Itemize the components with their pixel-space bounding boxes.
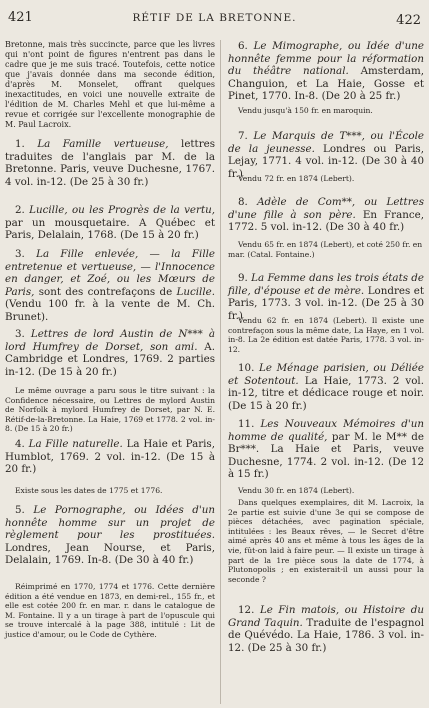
entry-number: 9. xyxy=(238,272,248,284)
entry-title: Lettres de lord Austin de N*** à lord Humfrey de Dorset, son ami. xyxy=(5,328,215,353)
running-title: RÉTIF DE LA BRETONNE. xyxy=(132,12,297,24)
entry-8 xyxy=(228,196,424,240)
entry-title: La Famille vertueuse, xyxy=(37,138,169,150)
entry-title: La Femme dans les trois états de fille, d'épouse et de mère. xyxy=(228,272,424,297)
entry-9-note: Vendu 62 fr. en 1874 (Lebert). Il existe une contrefaçon sous la même date, La Haye, en 1 vol. in-8. La 2e édition est datée Paris, 1778. 3 vol. in-12. xyxy=(228,316,424,354)
intro-paragraph: Bretonne, mais très succincte, parce que les livres qui n'ont point de figures n'entrent pas dans le cadre que je me suis tracé. Toutefois, cette notice que j'avais donnée dans ma seconde édition, d'après M. Monselet, offrant quelques inexactitudes, en voici une nouvelle extraite de l'édition de M. Charles Mehl et que lui-même a revue et corrigée sur l'excellente monographie de M. Paul Lacroix. xyxy=(5,40,215,129)
entry-details: lettres traduites de l'anglais par M. de la Bretonne. Paris, veuve Duchesne, 1767. 4 vol. in-12. (De 25 à 30 fr.) xyxy=(5,138,215,188)
entry-title: La Fille naturelle. xyxy=(28,438,123,450)
entry-1 xyxy=(5,138,215,204)
entry-details: Amsterdam, Changuion, et La Haie, Gosse et Pinet, 1770. In-8. (De 20 à 25 fr.) xyxy=(228,65,424,103)
entry-title: Adèle de Com**, ou Lettres d'une fille à son père. xyxy=(228,196,424,221)
page-number-right: 422 xyxy=(396,13,421,28)
entry-6-note: Réimprimé en 1770, 1774 et 1776. Cette dernière édition a été vendue en 1873, en demi-rel., 155 fr., et elle est cotée 200 fr. en mar. r. dans le catalogue de M. Fontaine. Il y a un tirage à part de l'opuscule qui se trouve intercalé à la page 388, intitulé : Lit de justice d'amour, ou le Code de Cythère. xyxy=(5,582,215,639)
entry-12 xyxy=(228,604,424,654)
entry-5-note: Existe sous les dates de 1775 et 1776. xyxy=(15,486,163,495)
entry-3 xyxy=(5,248,215,328)
page-header xyxy=(0,0,429,34)
entry-6-price: Vendu jusqu'à 150 fr. en maroquin. xyxy=(238,106,373,115)
entry-title: Le Fin matois, ou Histoire du Grand Taquin. xyxy=(228,604,424,629)
entry-details: Londres, Jean Nourse, et Paris, Delalain, 1769. In-8. (De 30 à 40 fr.) xyxy=(5,541,215,567)
entry-title: Les Nouveaux Mémoires d'un homme de qualité, xyxy=(228,418,424,443)
entry-details: par M. le M** de Br***. La Haie et Paris, veuve Duchesne, 1774. 2 vol. in-12. (De 12 à 15 fr.) xyxy=(228,430,424,481)
entry-details: sont des contrefaçons de xyxy=(38,285,173,298)
entry-number: 11. xyxy=(238,418,255,430)
entry-details: Londres ou Paris, Lejay, 1771. 4 vol. in-12. (De 30 à 40 fr.) xyxy=(228,142,424,180)
entry-details: En France, 1772. 5 vol. in-12. (De 30 à 40 fr.) xyxy=(228,208,424,234)
entry-title: Le Marquis de T***, ou l'École de la jeunesse. xyxy=(228,130,424,155)
entry-5 xyxy=(5,438,215,486)
entry-6-mimographe xyxy=(228,40,424,106)
entry-number: 3. xyxy=(15,248,25,260)
entry-title: Le Ménage parisien, ou Déliée et Sotentout. xyxy=(228,362,424,387)
entry-title: La Fille enlevée, — la Fille entretenue et vertueuse, — l'Innocence en danger, et Zoé, ou les Mœurs de Paris, xyxy=(5,248,215,298)
entry-number: 1. xyxy=(15,138,25,150)
entry-number: 2. xyxy=(15,204,25,216)
entry-details: par un mousquetaire. A Québec et Paris, Delalain, 1768. (De 15 à 20 fr.) xyxy=(5,216,215,242)
entry-number: 7. xyxy=(238,130,248,142)
entry-2 xyxy=(5,204,215,248)
entry-number: 4. xyxy=(15,438,25,450)
entry-details: Traduite de l'espagnol de Quévédo. La Haie, 1786. 3 vol. in-12. (De 25 à 30 fr.) xyxy=(228,616,424,654)
entry-number: 6. xyxy=(238,40,248,52)
entry-details: A. Cambridge et Londres, 1769. 2 parties in-12. (De 15 à 20 fr.) xyxy=(5,340,216,378)
entry-details: La Haie et Paris, Humblot, 1769. 2 vol. in-12. (De 15 à 20 fr.) xyxy=(5,438,215,476)
entry-4 xyxy=(5,328,215,386)
entry-9 xyxy=(228,272,424,322)
entry-number: 10. xyxy=(238,362,255,374)
entry-8-price: Vendu 65 fr. en 1874 (Lebert), et coté 250 fr. en mar. (Catal. Fontaine.) xyxy=(228,240,423,259)
entry-details: La Haie, 1773. 2 vol. in-12, titre et dédicace rouge et noir. (De 15 à 20 fr.) xyxy=(228,374,424,412)
column-divider xyxy=(220,40,221,704)
entry-title-secondary: Lucille. xyxy=(176,285,215,298)
entry-title: Le Pornographe, ou Idées d'un honnête homme sur un projet de règlement pour les prostituées. xyxy=(5,504,215,542)
entry-4-note: Le même ouvrage a paru sous le titre suivant : la Confidence nécessaire, ou Lettres de mylord Austin de Norfolk à mylord Humfrey de Dorset, par N. E. Rétif-de-la-Bretonne. La Haie, 1769 et 1778. 2 vol. in-8. (De 15 à 20 fr.) xyxy=(5,386,215,434)
entry-7-price: Vendu 72 fr. en 1874 (Lebert). xyxy=(238,174,355,183)
entry-number: 12. xyxy=(238,604,255,616)
left-column xyxy=(5,40,215,640)
entry-11-note: Dans quelques exemplaires, dit M. Lacroix, la 2e partie est suivie d'une 3e qui se compose de pièces détachées, avec pagination spéciale, intitulées : les Beaux rêves, — le Secret d'être aimé après 40 ans et même à tous les âges de la vie, fût-on laid à faire peur. — Il existe un tirage à part de la 1re pièce sous la date de 1774, à Plutonopolis ; en existerait-il un aussi pour la seconde ? xyxy=(228,498,424,584)
entry-number: 5. xyxy=(15,504,25,516)
entry-10 xyxy=(228,362,424,418)
page-number-left: 421 xyxy=(8,10,33,25)
entry-number: 8. xyxy=(238,196,248,208)
entry-details: Londres et Paris, 1773. 3 vol. in-12. (De 25 à 30 fr.) xyxy=(228,284,424,322)
entry-number: 3. xyxy=(15,328,25,340)
right-column xyxy=(228,40,424,654)
entry-title: Le Mimographe, ou Idée d'une honnête femme pour la réformation du théâtre national. xyxy=(228,40,424,78)
entry-11 xyxy=(228,418,424,486)
entry-title: Lucille, ou les Progrès de la vertu, xyxy=(29,204,215,216)
entry-6 xyxy=(5,504,215,582)
entry-details-secondary: (Vendu 100 fr. à la vente de M. Ch. Brunet). xyxy=(5,298,215,323)
entry-11-price: Vendu 30 fr. en 1874 (Lebert). xyxy=(238,486,355,495)
